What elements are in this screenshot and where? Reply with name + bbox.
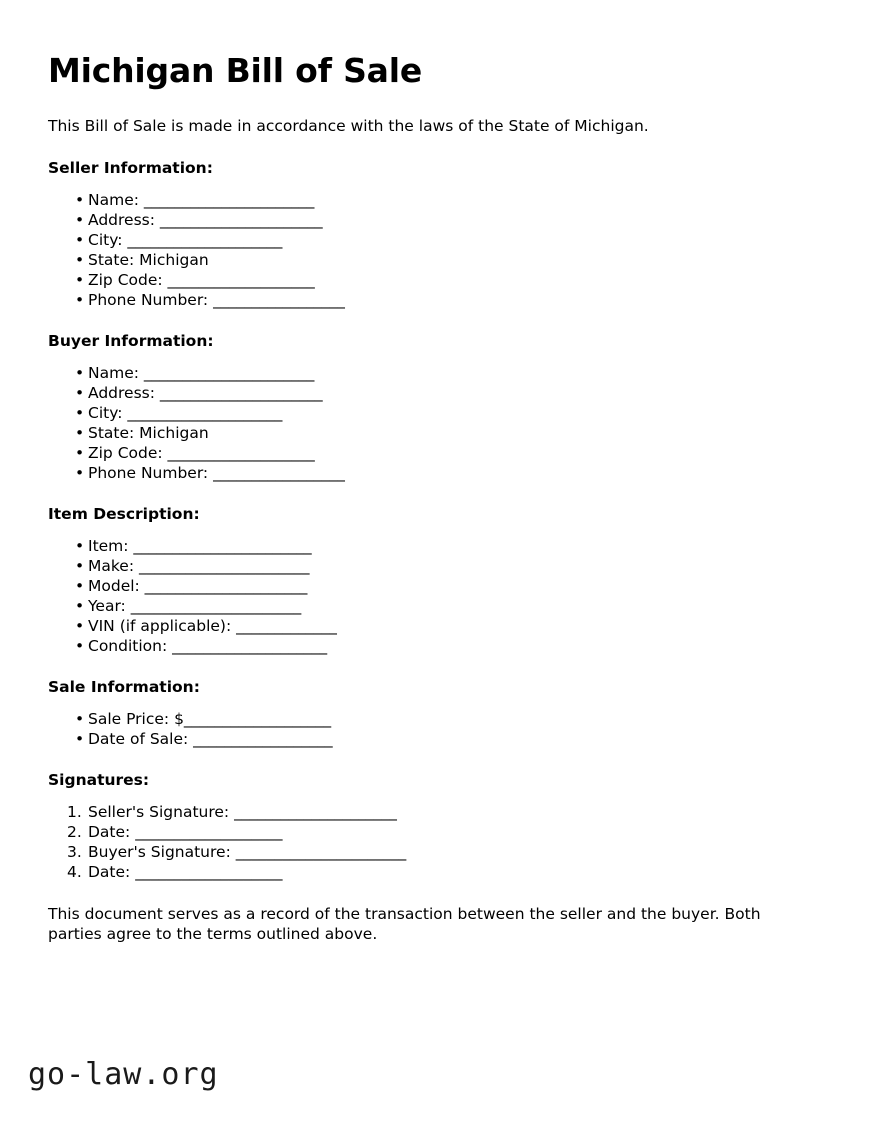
list-item: Date: ___________________ [88, 862, 283, 881]
buyer-information-heading: Buyer Information: [48, 331, 214, 350]
list-item: • Phone Number: _________________ [48, 463, 808, 483]
list-item: • Year: ______________________ [48, 596, 808, 616]
list-item: • Date of Sale: __________________ [48, 729, 808, 749]
section-sale-information [48, 678, 808, 749]
list-item: • Phone Number: _________________ [48, 290, 808, 310]
section-buyer-information [48, 332, 808, 483]
closing-paragraph: This document serves as a record of the transaction between the seller and the buyer. Both parties agree to the terms outlined above. [48, 904, 761, 943]
list-item: • Make: ______________________ [48, 556, 808, 576]
list-item: Seller's Signature: _____________________ [88, 802, 397, 821]
list-item: • Zip Code: ___________________ [48, 443, 808, 463]
list-item: • State: Michigan [48, 250, 808, 270]
list-item: • Address: _____________________ [48, 383, 808, 403]
sale-information-heading: Sale Information: [48, 677, 200, 696]
intro-paragraph: This Bill of Sale is made in accordance with the laws of the State of Michigan. [48, 116, 649, 135]
list-item: • City: ____________________ [48, 230, 808, 250]
sale-field-list [48, 709, 808, 749]
list-item: • State: Michigan [48, 423, 808, 443]
site-watermark: go-law.org [28, 1057, 219, 1092]
list-item: • Model: _____________________ [48, 576, 808, 596]
list-item: • Address: _____________________ [48, 210, 808, 230]
list-item: • Sale Price: $___________________ [48, 709, 808, 729]
list-item: Buyer's Signature: ______________________ [88, 842, 407, 861]
seller-field-list [48, 190, 808, 310]
list-item: • Condition: ____________________ [48, 636, 808, 656]
list-item: • Name: ______________________ [48, 363, 808, 383]
item-description-heading: Item Description: [48, 504, 200, 523]
section-signatures [48, 771, 808, 882]
page-title: Michigan Bill of Sale [48, 51, 423, 90]
seller-information-heading: Seller Information: [48, 158, 213, 177]
list-item: Date: ___________________ [88, 822, 283, 841]
list-item: • Zip Code: ___________________ [48, 270, 808, 290]
list-item: • City: ____________________ [48, 403, 808, 423]
list-item: • VIN (if applicable): _____________ [48, 616, 808, 636]
section-item-description [48, 505, 808, 656]
item-field-list [48, 536, 808, 656]
list-item: • Item: _______________________ [48, 536, 808, 556]
section-seller-information [48, 159, 808, 310]
buyer-field-list [48, 363, 808, 483]
signatures-heading: Signatures: [48, 770, 150, 789]
list-item: • Name: ______________________ [48, 190, 808, 210]
signature-field-list [48, 802, 808, 882]
document-content [48, 52, 808, 944]
